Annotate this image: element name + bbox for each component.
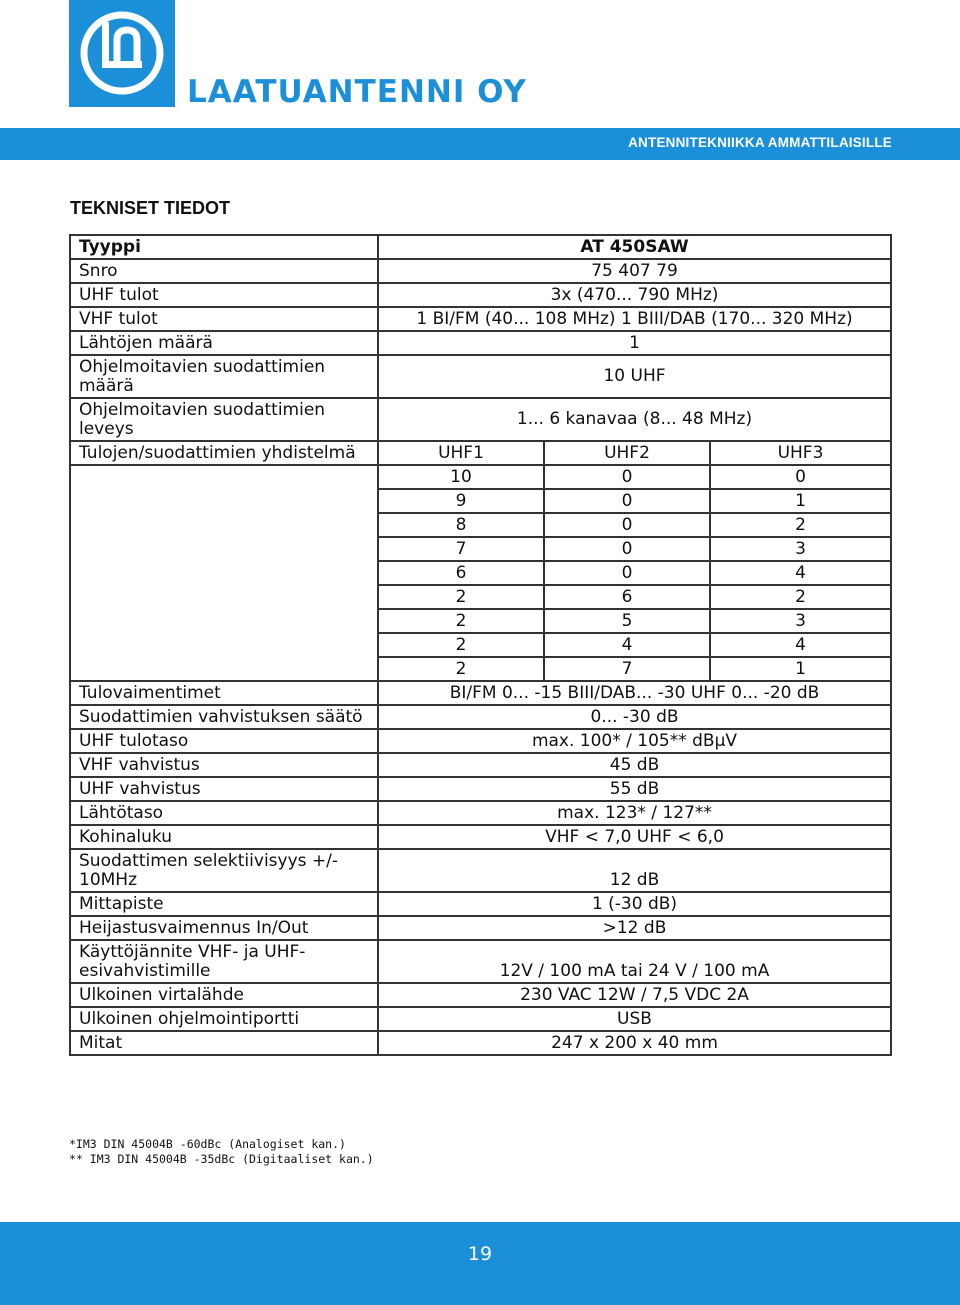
page-number: 19 [467, 1243, 493, 1265]
combo-cell: 6 [544, 585, 710, 609]
row-value: >12 dB [378, 916, 891, 940]
table-row [70, 283, 891, 307]
row-label: Suodattimen selektiivisyys +/- 10MHz [70, 849, 378, 892]
combo-cell: 10 [378, 465, 544, 489]
combo-cell: 7 [378, 537, 544, 561]
combo-header-uhf2: UHF2 [544, 441, 710, 465]
combo-header-uhf1: UHF1 [378, 441, 544, 465]
row-label: Tyyppi [70, 235, 378, 259]
combo-cell: 9 [378, 489, 544, 513]
combo-cell: 6 [378, 561, 544, 585]
combo-cell: 4 [710, 561, 891, 585]
row-value: 3x (470... 790 MHz) [378, 283, 891, 307]
footnote: ** IM3 DIN 45004B -35dBc (Digitaaliset kan.) [69, 1152, 374, 1166]
table-row [70, 940, 891, 983]
combo-cell: 5 [544, 609, 710, 633]
row-value: 45 dB [378, 753, 891, 777]
logo-icon [69, 0, 175, 107]
combo-cell: 0 [544, 537, 710, 561]
row-label: Ulkoinen ohjelmointiportti [70, 1007, 378, 1031]
row-value: 12 dB [378, 849, 891, 892]
combo-cell: 8 [378, 513, 544, 537]
row-value: 1 [378, 331, 891, 355]
combo-cell: 0 [544, 465, 710, 489]
combo-cell: 2 [378, 585, 544, 609]
combo-header-uhf3: UHF3 [710, 441, 891, 465]
combo-cell: 7 [544, 657, 710, 681]
combo-cell: 2 [710, 585, 891, 609]
footer-band [0, 1222, 960, 1305]
row-label: Mittapiste [70, 892, 378, 916]
row-label: Suodattimien vahvistuksen säätö [70, 705, 378, 729]
company-name: LAATUANTENNI OY [187, 74, 527, 110]
row-label: Ulkoinen virtalähde [70, 983, 378, 1007]
table-row [70, 259, 891, 283]
row-label: VHF vahvistus [70, 753, 378, 777]
row-value: AT 450SAW [378, 235, 891, 259]
footnotes [69, 1137, 374, 1167]
spec-table [69, 234, 892, 1056]
row-label: VHF tulot [70, 307, 378, 331]
row-value: 1... 6 kanavaa (8... 48 MHz) [378, 398, 891, 441]
combo-cell: 4 [710, 633, 891, 657]
combo-cell: 1 [710, 489, 891, 513]
row-label: Snro [70, 259, 378, 283]
row-label: Ohjelmoitavien suodattimien leveys [70, 398, 378, 441]
table-row [70, 705, 891, 729]
combo-cell: 3 [710, 609, 891, 633]
row-label: Lähtötaso [70, 801, 378, 825]
row-value: 75 407 79 [378, 259, 891, 283]
table-row [70, 892, 891, 916]
row-label: Lähtöjen määrä [70, 331, 378, 355]
table-row [70, 801, 891, 825]
row-value: USB [378, 1007, 891, 1031]
table-row [70, 355, 891, 398]
combo-cell: 0 [544, 561, 710, 585]
row-label: Käyttöjännite VHF- ja UHF-esivahvistimille [70, 940, 378, 983]
row-label: Mitat [70, 1031, 378, 1055]
table-row [70, 1007, 891, 1031]
section-heading: TEKNISET TIEDOT [70, 198, 231, 218]
combo-cell: 2 [378, 633, 544, 657]
combo-cell: 4 [544, 633, 710, 657]
combo-cell: 1 [710, 657, 891, 681]
table-row [70, 825, 891, 849]
table-row [70, 1031, 891, 1055]
combo-cell: 0 [544, 489, 710, 513]
combo-cell: 2 [378, 609, 544, 633]
row-value: 0... -30 dB [378, 705, 891, 729]
table-row [70, 849, 891, 892]
row-label: UHF tulot [70, 283, 378, 307]
table-row [70, 681, 891, 705]
row-value: 1 (-30 dB) [378, 892, 891, 916]
table-row [70, 777, 891, 801]
combo-cell: 2 [710, 513, 891, 537]
row-value: max. 100* / 105** dBμV [378, 729, 891, 753]
row-value: 55 dB [378, 777, 891, 801]
combo-blank-cell [70, 465, 378, 681]
row-value: 230 VAC 12W / 7,5 VDC 2A [378, 983, 891, 1007]
table-row [70, 331, 891, 355]
table-row [70, 916, 891, 940]
header-band [0, 128, 960, 160]
row-label: UHF tulotaso [70, 729, 378, 753]
row-label: Tulovaimentimet [70, 681, 378, 705]
tagline: ANTENNITEKNIIKKA AMMATTILAISILLE [628, 135, 892, 150]
combo-cell: 0 [710, 465, 891, 489]
table-row [70, 398, 891, 441]
row-label: Heijastusvaimennus In/Out [70, 916, 378, 940]
row-value: BI/FM 0... -15 BIII/DAB... -30 UHF 0... -20 dB [378, 681, 891, 705]
row-value: 10 UHF [378, 355, 891, 398]
row-label: Kohinaluku [70, 825, 378, 849]
row-value: VHF < 7,0 UHF < 6,0 [378, 825, 891, 849]
row-value: 12V / 100 mA tai 24 V / 100 mA [378, 940, 891, 983]
table-row [70, 307, 891, 331]
footnote: *IM3 DIN 45004B -60dBc (Analogiset kan.) [69, 1137, 346, 1151]
combo-row [70, 465, 891, 489]
row-value: 1 BI/FM (40... 108 MHz) 1 BIII/DAB (170... 320 MHz) [378, 307, 891, 331]
row-label: Tulojen/suodattimien yhdistelmä [70, 441, 378, 465]
table-row [70, 753, 891, 777]
company-logo [69, 0, 175, 107]
combo-cell: 3 [710, 537, 891, 561]
row-label: Ohjelmoitavien suodattimien määrä [70, 355, 378, 398]
table-row [70, 729, 891, 753]
combo-header-row [70, 441, 891, 465]
row-label: UHF vahvistus [70, 777, 378, 801]
row-value: 247 x 200 x 40 mm [378, 1031, 891, 1055]
row-value: max. 123* / 127** [378, 801, 891, 825]
table-row [70, 235, 891, 259]
combo-cell: 2 [378, 657, 544, 681]
combo-cell: 0 [544, 513, 710, 537]
table-row [70, 983, 891, 1007]
